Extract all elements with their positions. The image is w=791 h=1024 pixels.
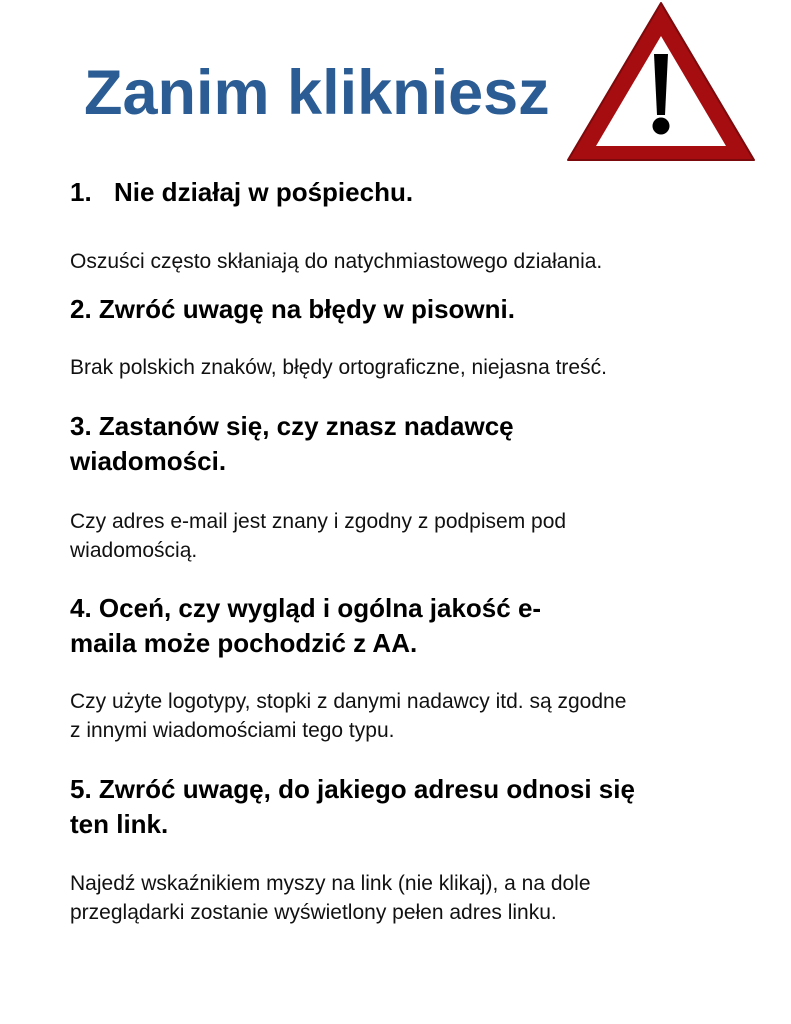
section-4-heading-line-2: maila może pochodzić z AA.	[70, 628, 418, 658]
section-2-text: Brak polskich znaków, błędy ortograficzne, niejasna treść.	[70, 356, 607, 379]
section-4-heading-line-1: Oceń, czy wygląd i ogólna jakość e-	[98, 593, 542, 623]
section-2-number: 2.	[70, 294, 92, 324]
section-1-heading	[70, 175, 413, 210]
section-3-text-line-2: wiadomością.	[70, 539, 198, 562]
section-2-heading-text: Zwróć uwagę na błędy w pisowni.	[98, 294, 515, 324]
section-3-heading	[70, 409, 514, 479]
section-4-text	[70, 687, 626, 745]
section-4-number: 4.	[70, 593, 92, 623]
section-3-text-line-1: Czy adres e-mail jest znany i zgodny z podpisem pod	[70, 510, 567, 533]
section-4-text-line-2: z innymi wiadomościami tego typu.	[70, 719, 395, 742]
section-3-heading-line-2: wiadomości.	[70, 446, 227, 476]
section-5-text-line-2: przeglądarki zostanie wyświetlony pełen adres linku.	[70, 901, 557, 924]
section-3-heading-line-1: Zastanów się, czy znasz nadawcę	[98, 411, 514, 441]
section-5-heading-line-1: Zwróć uwagę, do jakiego adresu odnosi się	[98, 774, 635, 804]
section-5-text	[70, 869, 591, 927]
section-2-heading	[70, 292, 515, 327]
section-1-text: Oszuści często skłaniają do natychmiastowego działania.	[70, 250, 603, 273]
warning-triangle-icon	[565, 0, 757, 164]
section-5-number: 5.	[70, 774, 92, 804]
section-3-text	[70, 507, 566, 565]
section-1-number: 1.	[70, 177, 92, 207]
section-5-heading-line-2: ten link.	[70, 809, 169, 839]
section-4-heading	[70, 591, 541, 661]
section-1-heading-text: Nie działaj w pośpiechu.	[114, 177, 414, 207]
section-3-number: 3.	[70, 411, 92, 441]
section-5-heading	[70, 772, 635, 842]
page-title: Zanim klikniesz	[84, 58, 550, 128]
section-5-text-line-1: Najedź wskaźnikiem myszy na link (nie klikaj), a na dole	[70, 872, 591, 895]
section-4-text-line-1: Czy użyte logotypy, stopki z danymi nadawcy itd. są zgodne	[70, 690, 627, 713]
